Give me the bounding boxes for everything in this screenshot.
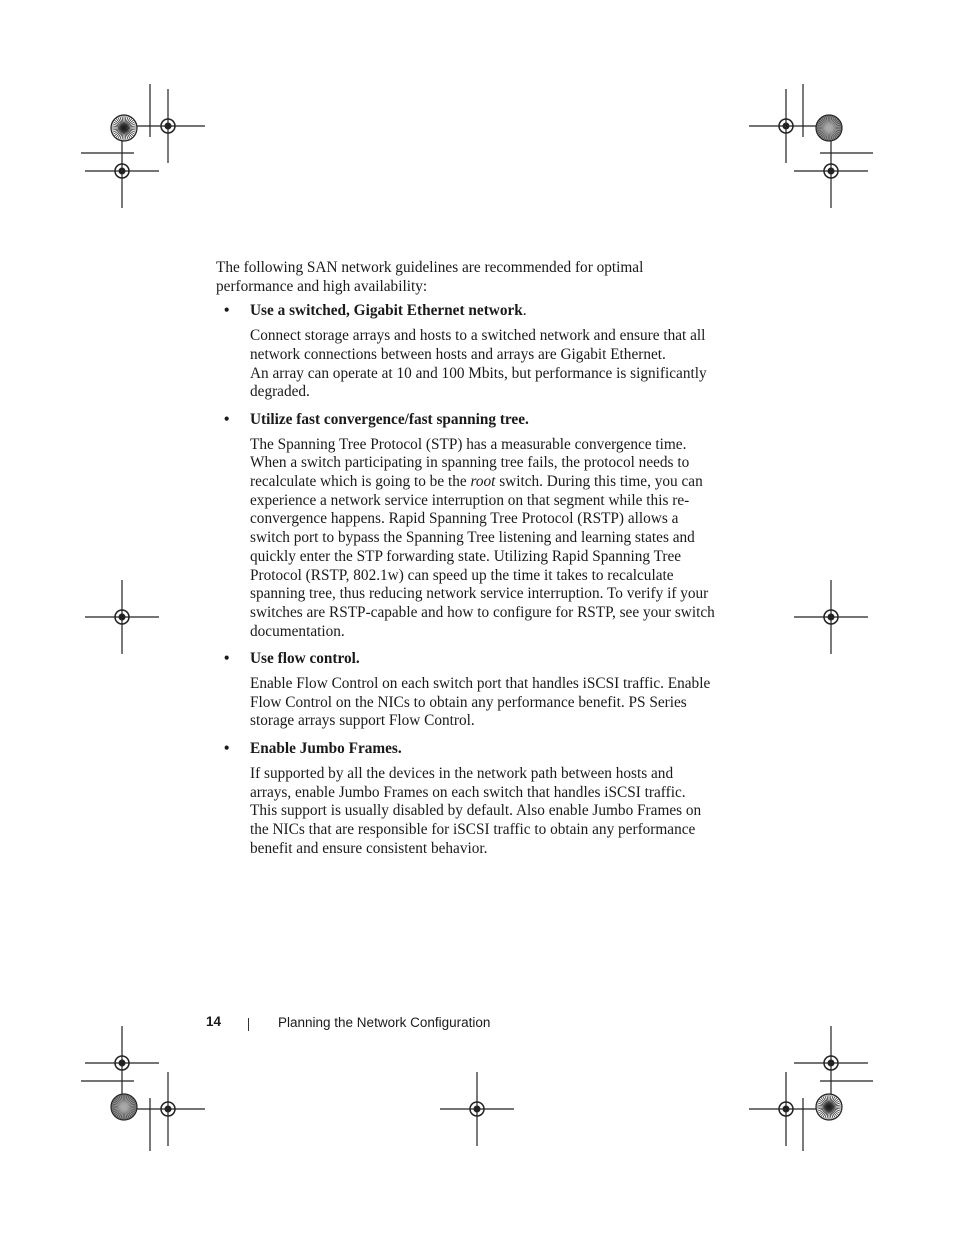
- crosshair-mark: [440, 1072, 514, 1146]
- page-footer: [0, 1014, 954, 1034]
- page-body: [216, 259, 716, 858]
- guideline-item: [216, 411, 716, 641]
- footer-divider: [248, 1018, 249, 1031]
- body-line: An array can operate at 10 and 100 Mbits, but performance is significantly degraded.: [250, 364, 707, 401]
- star-target-mark: [111, 1094, 137, 1120]
- heading-text: Use a switched, Gigabit Ethernet network: [250, 302, 523, 320]
- crosshair-mark: [794, 1026, 868, 1100]
- guideline-heading: Use flow control.: [250, 650, 360, 668]
- crosshair-mark: [131, 1072, 205, 1146]
- star-target-mark: [816, 1094, 842, 1120]
- bullet: •: [224, 740, 230, 758]
- crosshair-mark: [85, 134, 159, 208]
- crosshair-mark: [749, 89, 823, 163]
- guideline-body: If supported by all the devices in the network path between hosts and arrays, enable Jumbo Frames on each switch that handles iSCSI traffic. This support is usually disabled by default. Also enable Jumbo Frames on the NICs that are responsible for iSCSI traffic to obtain any performance benefit and ensure consistent behavior.: [250, 764, 702, 857]
- bullet: •: [224, 410, 230, 428]
- crosshair-mark: [85, 1026, 159, 1100]
- guideline-body: Enable Flow Control on each switch port that handles iSCSI traffic. Enable Flow Control on the NICs to obtain any performance benefit. PS Series storage arrays support Flow Control.: [250, 675, 711, 730]
- guideline-body: [250, 436, 716, 642]
- body-text: The Spanning Tree Protocol (STP) has a measurable convergence time. When a switch participating in spanning tree fails, the protocol needs to recalculate which is going to be the: [250, 435, 690, 491]
- guideline-heading: [250, 302, 716, 321]
- bullet: •: [224, 302, 230, 320]
- intro-paragraph: The following SAN network guidelines are recommended for optimal performance and high availability:: [216, 259, 644, 295]
- star-target-mark: [111, 115, 137, 141]
- heading-suffix: .: [522, 302, 527, 320]
- body-text: switch. During this time, you can experience a network service interruption on that segment while this re-convergence happens. Rapid Spanning Tree Protocol (RSTP) allows a switch port to bypass the Spanning Tree listening and learning states and quickly enter the STP forwarding state. Utilizing Rapid Spanning Tree Protocol (RSTP, 802.1w) can speed up the time it takes to recalculate spanning tree, thus reducing network service interruption. To verify if your switches are RSTP-capable and how to configure for RSTP, see your switch documentation.: [250, 473, 715, 640]
- page-number: 14: [206, 1014, 222, 1029]
- guideline-item: [216, 302, 716, 402]
- star-target-mark: [816, 115, 842, 141]
- body-emphasis: root: [470, 473, 496, 491]
- running-footer-title: Planning the Network Configuration: [278, 1015, 491, 1030]
- bullet: •: [224, 650, 230, 668]
- crosshair-mark: [794, 580, 868, 654]
- crosshair-mark: [749, 1072, 823, 1146]
- guideline-heading: Utilize fast convergence/fast spanning tree.: [250, 410, 529, 428]
- crosshair-mark: [131, 89, 205, 163]
- guideline-body: [250, 327, 716, 402]
- crosshair-mark: [794, 134, 868, 208]
- guideline-heading: Enable Jumbo Frames.: [250, 740, 402, 758]
- guideline-item: [216, 650, 716, 731]
- crosshair-mark: [85, 580, 159, 654]
- body-line: Connect storage arrays and hosts to a switched network and ensure that all network connections between hosts and arrays are Gigabit Ethernet.: [250, 327, 706, 363]
- guideline-item: [216, 740, 716, 858]
